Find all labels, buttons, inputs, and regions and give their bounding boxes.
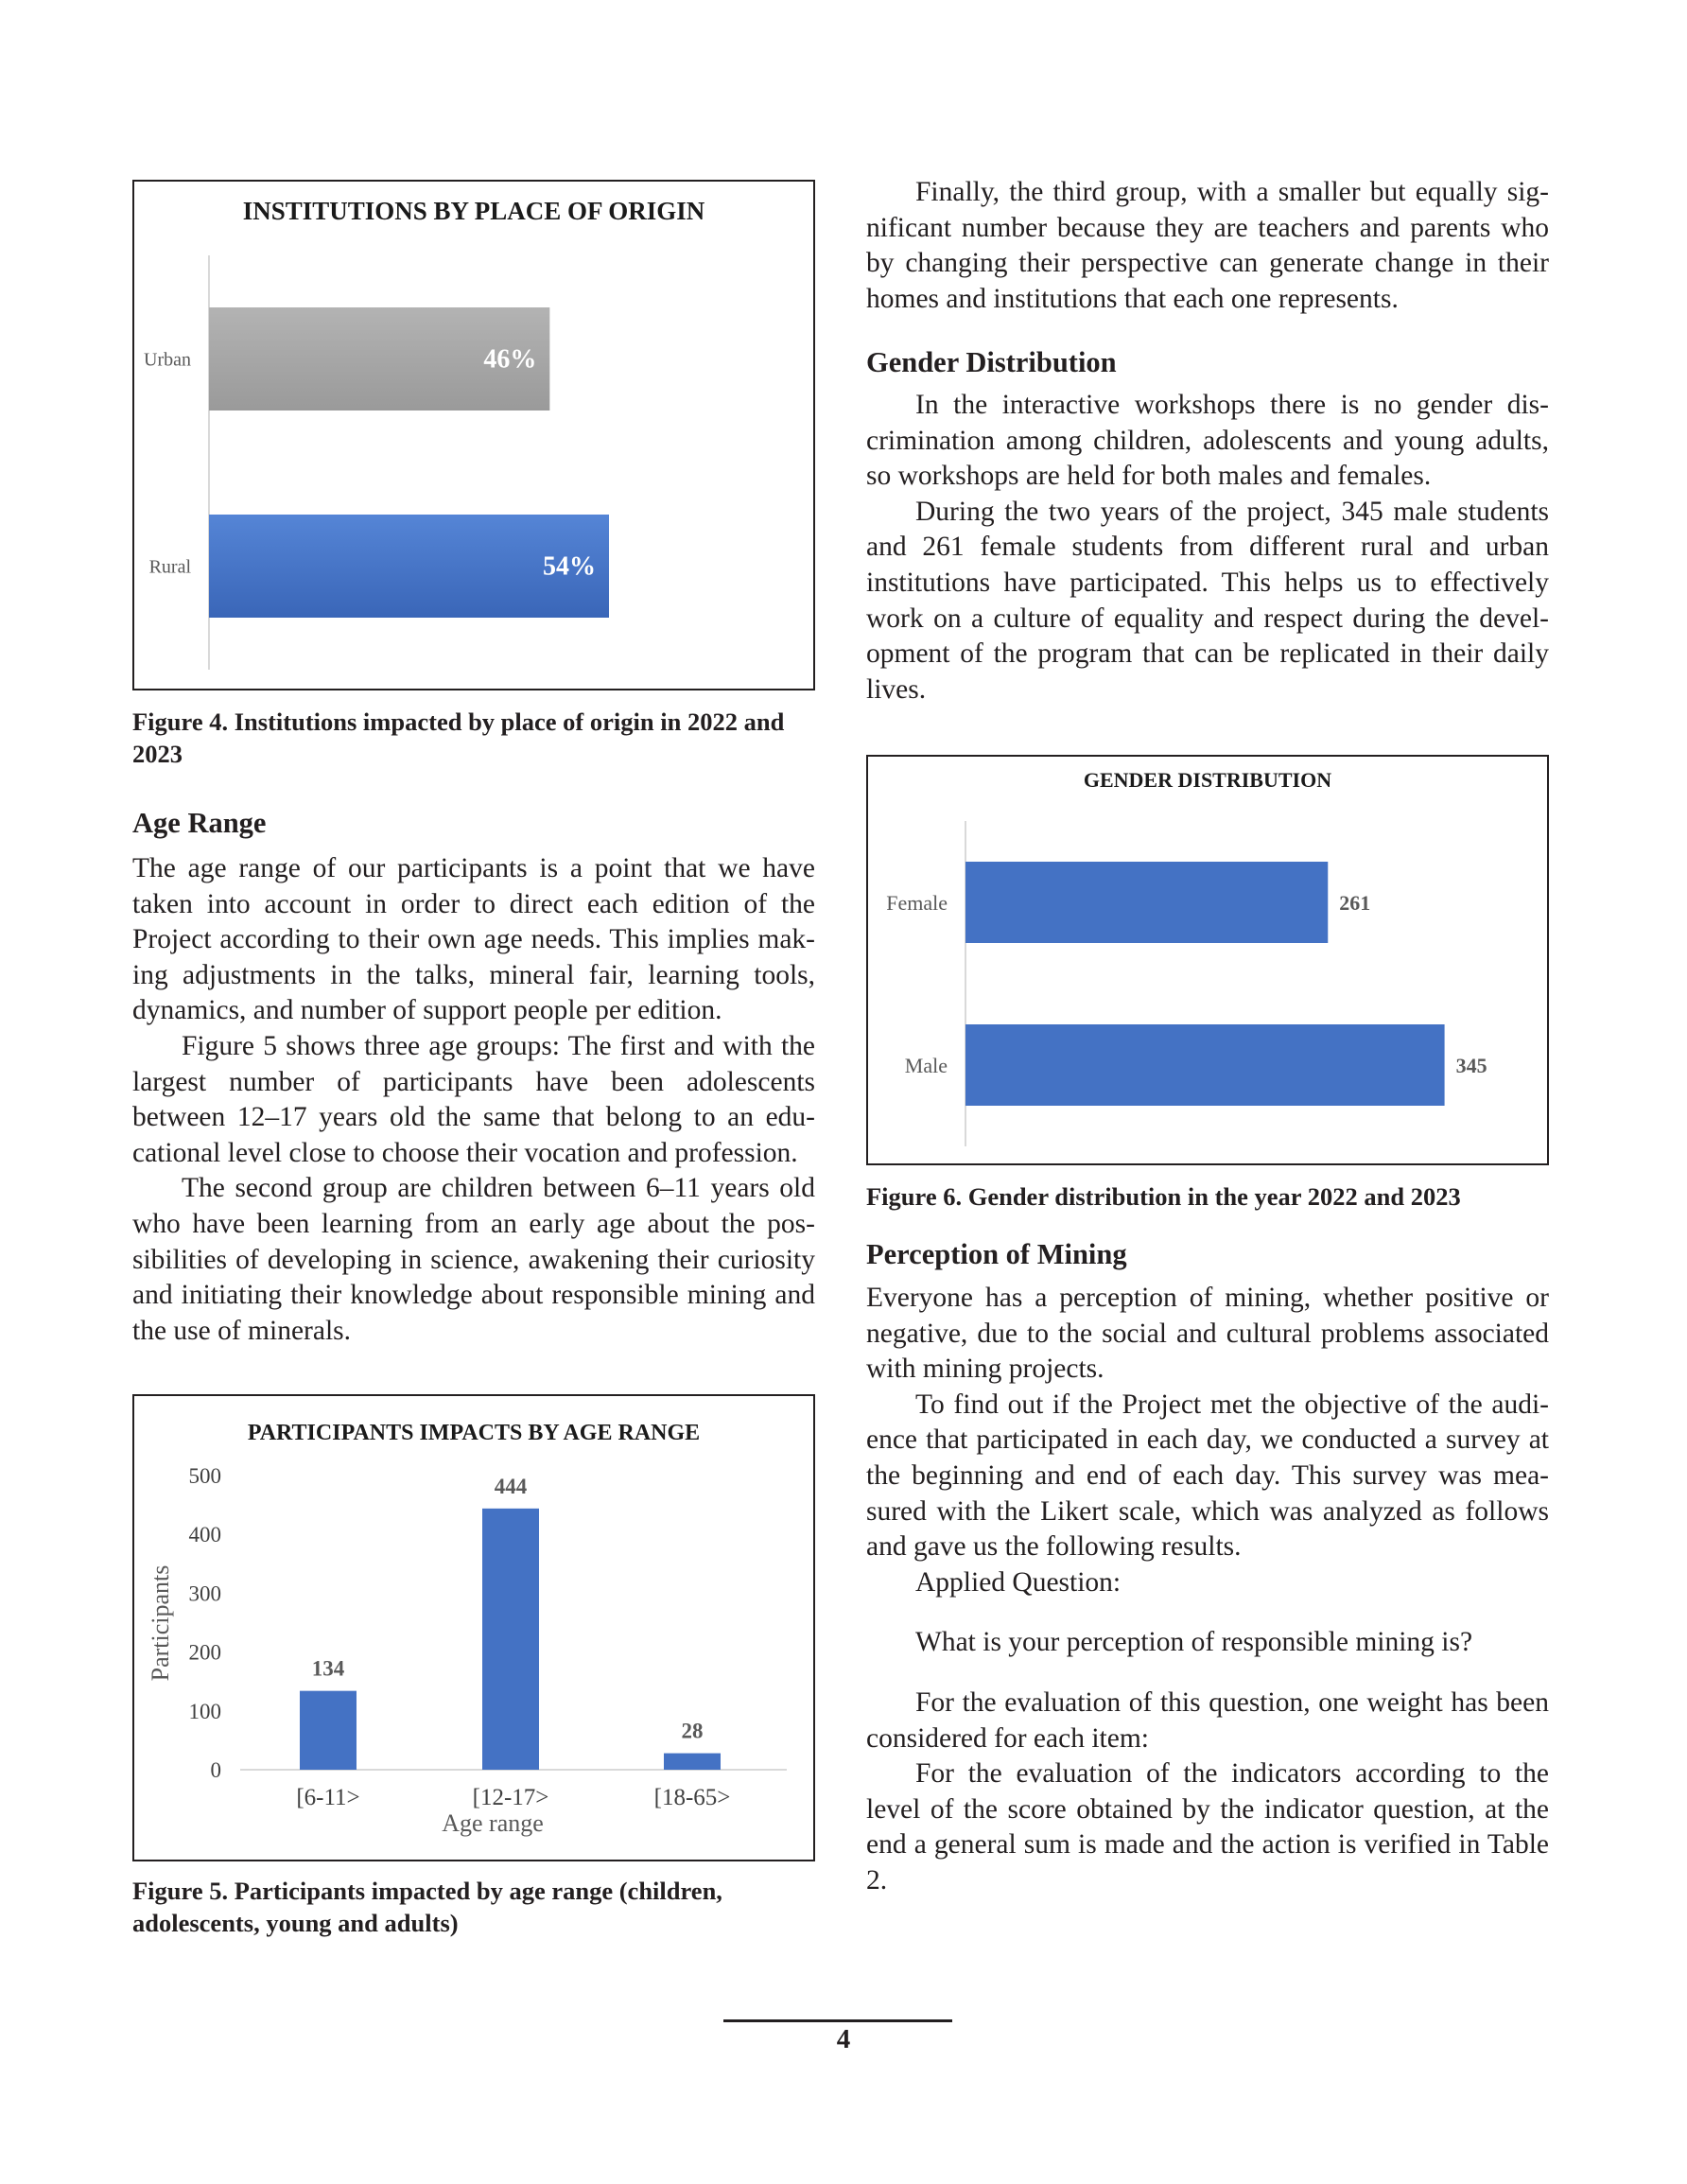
figure-5-bar	[482, 1509, 539, 1770]
figure-5-chart	[132, 1394, 815, 1861]
perception-paragraph: For the evaluation of this question, one weight has been considered for each item:	[866, 1686, 1549, 1754]
figure-6-svg	[868, 757, 1547, 1163]
figure-5-value-label: 28	[681, 1719, 704, 1743]
figure-5-x-axis-title: Age range	[442, 1809, 544, 1837]
age-range-heading: Age Range	[132, 807, 267, 839]
figure-5-y-tick-label: 300	[188, 1581, 221, 1606]
figure-5-bar	[300, 1691, 357, 1770]
figure-6-category-label: Female	[886, 891, 948, 915]
gender-heading: Gender Distribution	[866, 346, 1117, 378]
perception-paragraph: To find out if the Project met the objective of the audience that participated in each day, we conducted a survey at the beginning and end of each day. This survey was measured with the Likert scale, which was analyzed as follows and gave us the following results.	[866, 1389, 1549, 1563]
footer-rule	[723, 2019, 952, 2022]
figure-4-value-label: 54%	[543, 551, 596, 582]
figure-5-value-label: 134	[311, 1656, 345, 1681]
figure-6-bar	[965, 862, 1328, 943]
figure-5-x-tick-label: [12-17>	[472, 1785, 549, 1810]
figure-6-bar	[965, 1024, 1445, 1106]
figure-6-value-label: 261	[1339, 891, 1371, 915]
perception-paragraph: Everyone has a perception of mining, whether positive or negative, due to the social and cultural problems associated with mining projects.	[866, 1283, 1549, 1385]
figure-5-svg	[134, 1396, 813, 1860]
page-number: 4	[836, 2024, 851, 2054]
age-range-paragraph: Figure 5 shows three age groups: The first and with the largest number of participants have been adolescents between 12–17 years old the same that belong to an educational level close to choose their vocation and profession.	[132, 1030, 815, 1168]
figure-5-x-tick-label: [6-11>	[296, 1785, 360, 1810]
figure-4-category-label: Urban	[144, 349, 191, 371]
figure-6-caption: Figure 6. Gender distribution in the year 2022 and 2023	[866, 1182, 1461, 1211]
third-group-body	[866, 175, 1549, 317]
figure-5-y-tick-label: 0	[210, 1758, 221, 1782]
figure-6-value-label: 345	[1455, 1054, 1487, 1077]
age-range-paragraph: The age range of our participants is a point that we have taken into account in order to direct each edition of the Project according to their own age needs. This implies making adjustments in the talks, mineral fair, learning tools, dynamics, and number of support people per edition.	[132, 853, 815, 1026]
third-group-paragraph: Finally, the third group, with a smaller but equally significant number because they are teachers and parents who by changing their perspective can generate change in their homes and institutions that each one represents.	[866, 177, 1549, 314]
applied-question: What is your perception of responsible mining is?	[915, 1627, 1473, 1658]
figure-4-caption: Figure 4. Institutions impacted by place of origin in 2022 and 2023	[132, 708, 785, 768]
perception-body	[866, 1281, 1549, 1899]
figure-5-bar	[664, 1754, 721, 1770]
figure-4-title: INSTITUTIONS BY PLACE OF ORIGIN	[242, 197, 705, 225]
figure-5-title: PARTICIPANTS IMPACTS BY AGE RANGE	[247, 1421, 701, 1445]
age-range-body	[132, 851, 815, 1349]
figure-5-y-tick-label: 100	[188, 1699, 221, 1723]
gender-body	[866, 388, 1549, 708]
perception-paragraph: For the evaluation of the indicators according to the level of the score obtained by the indicator question, at the end a general sum is made and the action is verified in Table 2.	[866, 1758, 1549, 1896]
figure-4-svg	[134, 182, 813, 689]
applied-question-label: Applied Question:	[915, 1566, 1122, 1598]
age-range-paragraph: The second group are children between 6–11 years old who have been learning from an early age about the possibilities of developing in science, awakening their curiosity and initiating their knowledge about responsible mining and the use of minerals.	[132, 1173, 815, 1346]
figure-5-value-label: 444	[494, 1474, 528, 1498]
gender-paragraph: In the interactive workshops there is no gender discrimination among children, adolescents and young adults, so workshops are held for both males and females.	[866, 390, 1549, 492]
figure-5-y-tick-label: 200	[188, 1640, 221, 1665]
figure-6-title: GENDER DISTRIBUTION	[1083, 768, 1332, 792]
figure-6-category-label: Male	[904, 1054, 948, 1077]
gender-paragraph: During the two years of the project, 345 male students and 261 female students from different rural and urban institutions have participated. This helps us to effectively work on a culture of equality and respect during the development of the program that can be replicated in their daily lives.	[866, 496, 1549, 705]
perception-heading: Perception of Mining	[866, 1238, 1127, 1270]
figure-4-value-label: 46%	[483, 344, 537, 375]
figure-5-x-tick-label: [18-65>	[653, 1785, 731, 1810]
figure-6-chart	[866, 755, 1549, 1165]
figure-4-category-label: Rural	[148, 556, 191, 578]
figure-5-y-axis-title: Participants	[147, 1564, 174, 1682]
figure-5-caption: Figure 5. Participants impacted by age range (children, adolescents, young and adults)	[132, 1877, 722, 1937]
figure-5-y-tick-label: 500	[188, 1464, 221, 1488]
figure-4-chart	[132, 180, 815, 690]
figure-5-y-tick-label: 400	[188, 1523, 221, 1547]
